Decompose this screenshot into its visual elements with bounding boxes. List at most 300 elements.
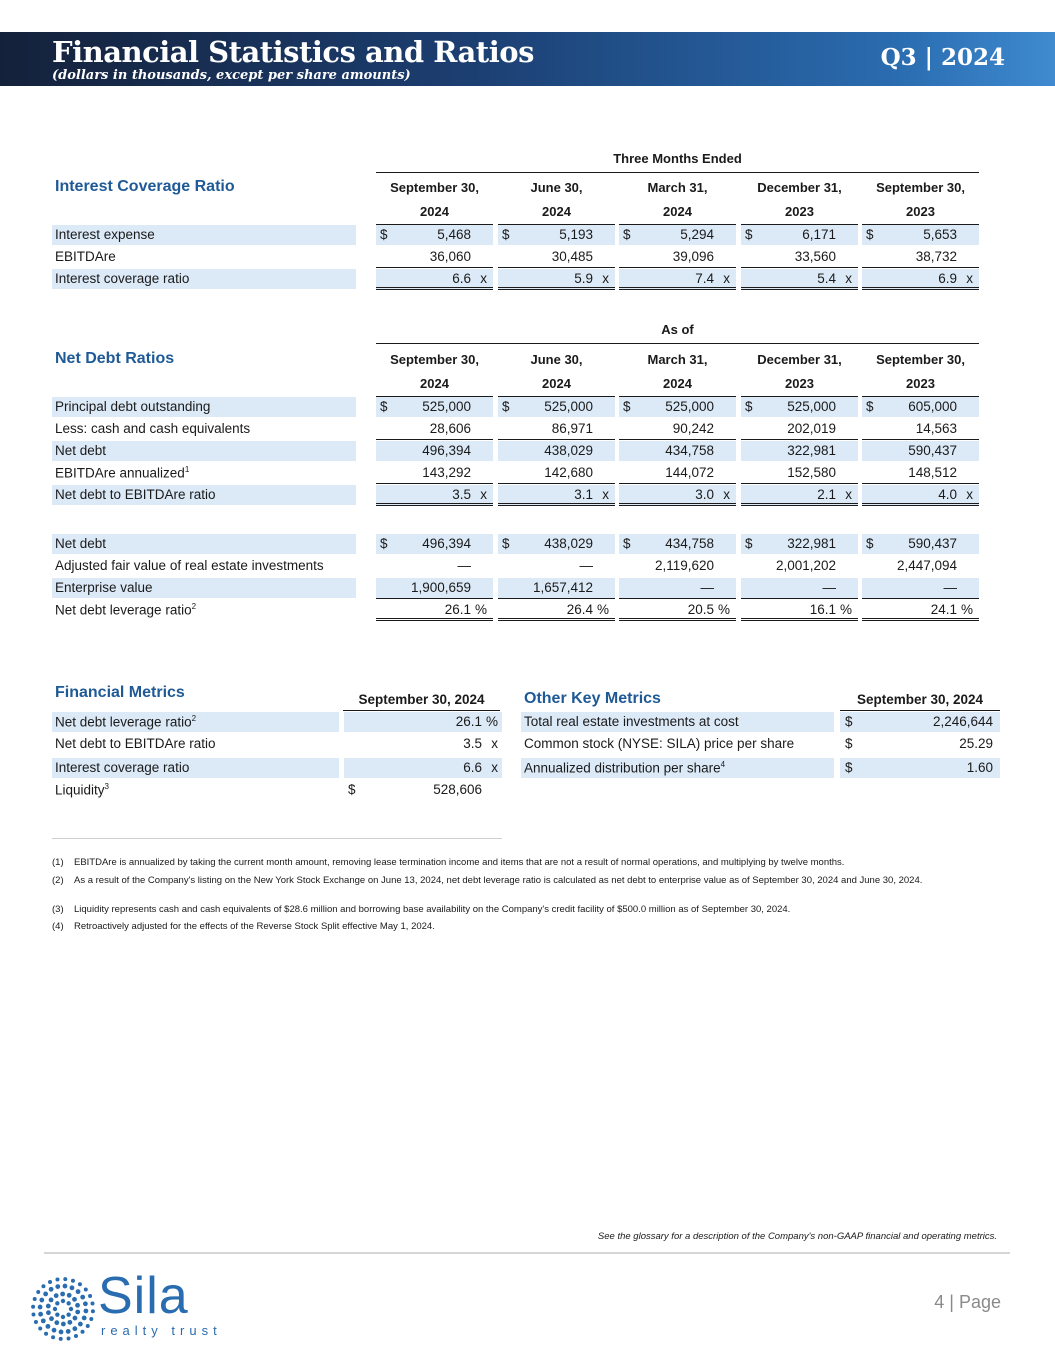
logo-dot (75, 1310, 80, 1315)
cell-value: 438,029 (544, 536, 593, 551)
logo-dot (71, 1279, 75, 1283)
metric-row (52, 711, 502, 733)
column-header (619, 348, 736, 397)
dollar-sign: $ (623, 227, 631, 242)
footnote-text: As a result of the Company's listing on the New York Stock Exchange on June 13, 2024, net debt leverage ratio is calculated as net debt to enterprise value as of September 30, 2024 and June 30, 2024. (74, 875, 923, 886)
dollar-sign: $ (348, 782, 356, 797)
logo-dot (41, 1284, 45, 1288)
dollar-sign: $ (502, 536, 510, 551)
logo-dot (61, 1299, 65, 1303)
logo-dot (55, 1284, 60, 1289)
cell-value: 434,758 (665, 536, 714, 551)
logo-dot (55, 1301, 59, 1305)
cell-value: 5,653 (923, 227, 957, 242)
cell-value: 143,292 (422, 465, 471, 480)
row-label: Net debt to EBITDAre ratio (55, 736, 216, 751)
sila-logo-icon (30, 1276, 96, 1342)
logo-dot (61, 1322, 66, 1327)
row-label: Interest expense (55, 227, 155, 242)
table-cell (741, 533, 858, 555)
cell-value: 605,000 (908, 399, 957, 414)
logo-dot (54, 1293, 59, 1298)
cell-value: 525,000 (665, 399, 714, 414)
dollar-sign: $ (845, 714, 853, 729)
dollar-sign: $ (380, 399, 388, 414)
table-cell (619, 533, 736, 555)
logo-dot (61, 1315, 65, 1319)
logo-dot (83, 1301, 88, 1306)
table-row (52, 577, 979, 599)
cell-value: 142,680 (544, 465, 593, 480)
row-label: Net debt leverage ratio$^2$ (55, 714, 197, 730)
metric-row (521, 757, 1000, 779)
page-number: 4 | Page (934, 1292, 1001, 1312)
table-cell (498, 268, 615, 290)
metric-value: 3.5 (463, 736, 482, 751)
table-row (52, 396, 979, 418)
unit-suffix: % (474, 602, 487, 617)
logo-wordmark: Sila (98, 1267, 189, 1325)
logo-dot (46, 1310, 51, 1315)
row-label: Liquidity$^3$ (55, 782, 109, 798)
table-cell (498, 440, 615, 462)
logo-dot (46, 1324, 51, 1329)
logo-dot (53, 1307, 57, 1311)
metric-row (52, 733, 502, 755)
cell-value: 1,657,412 (532, 580, 593, 595)
table-cell (376, 484, 493, 506)
logo-dot (41, 1318, 46, 1323)
logo-dot (49, 1298, 54, 1303)
logo-dot (55, 1312, 59, 1316)
cell-value: 152,580 (787, 465, 836, 480)
column-header (376, 348, 493, 397)
cell-value: — (457, 558, 471, 573)
metric-row (52, 757, 502, 779)
dollar-sign: $ (502, 227, 510, 242)
dollar-sign: $ (866, 399, 874, 414)
unit-suffix: x (480, 487, 487, 502)
table-cell (619, 268, 736, 290)
table-row (52, 246, 979, 268)
metric-row (521, 733, 1000, 755)
dollar-sign: $ (866, 536, 874, 551)
unit-suffix: x (602, 487, 609, 502)
row-label: Net debt (55, 443, 107, 458)
column-header (619, 176, 736, 225)
cell-value: 496,394 (422, 536, 471, 551)
cell-value: 590,437 (908, 443, 957, 458)
column-header-line1: December 31, (757, 352, 842, 367)
logo-dot (55, 1278, 59, 1282)
table-cell (741, 224, 858, 246)
cell-value: 5,294 (680, 227, 714, 242)
table-cell (498, 462, 615, 484)
logo-dot (60, 1292, 65, 1297)
column-header-line2: 2023 (785, 204, 814, 219)
unit-suffix: x (491, 760, 498, 775)
page-title: Financial Statistics and Ratios (52, 35, 534, 69)
table-row (52, 555, 979, 577)
cell-value: 90,242 (672, 421, 714, 436)
cell-value: — (579, 558, 593, 573)
row-label: EBITDAre (55, 249, 116, 264)
column-header (741, 348, 858, 397)
cell-value: 14,563 (915, 421, 957, 436)
unit-suffix: x (845, 487, 852, 502)
logo-dot (39, 1298, 44, 1303)
logo-dot (44, 1332, 48, 1336)
table-cell (498, 533, 615, 555)
table-cell (619, 462, 736, 484)
footnote-text: Liquidity represents cash and cash equivalents of $28.6 million and borrowing base availability on the Company's credit facility of $500.0 million as of September 30, 2024. (74, 904, 791, 915)
column-header-line1: March 31, (647, 180, 708, 195)
footnote-ref: 2 (191, 602, 197, 611)
cell-value: — (822, 580, 836, 595)
logo-dot (78, 1322, 83, 1327)
cell-value: 202,019 (787, 421, 836, 436)
table-cell (862, 599, 979, 621)
row-label: EBITDAre annualized$^1$ (55, 465, 190, 481)
table-cell (498, 577, 615, 599)
other-metrics-title: Other Key Metrics (524, 690, 661, 707)
financial-metrics-column-header: September 30, 2024 (343, 692, 500, 711)
table-cell (619, 246, 736, 268)
other-metrics-column-header: September 30, 2024 (840, 692, 1000, 711)
row-label: Net debt leverage ratio$^2$ (55, 602, 197, 618)
column-header-line2: 2024 (420, 376, 449, 391)
table-row (52, 484, 979, 506)
table-cell (741, 396, 858, 418)
column-header-line1: June 30, (530, 352, 583, 367)
coverage-section-title: Interest Coverage Ratio (55, 178, 235, 195)
table-cell (619, 599, 736, 621)
logo-dot (49, 1316, 54, 1321)
row-label: Total real estate investments at cost (524, 714, 739, 729)
row-label: Less: cash and cash equivalents (55, 421, 251, 436)
unit-suffix: x (723, 271, 730, 286)
metric-row (521, 711, 1000, 733)
table-cell (741, 268, 858, 290)
cell-value: 525,000 (422, 399, 471, 414)
logo-dot (48, 1280, 52, 1284)
metric-value: 25.29 (959, 736, 993, 751)
table-cell (619, 555, 736, 577)
footnote-ref: 4 (720, 760, 726, 769)
logo-dot (70, 1285, 75, 1290)
logo-dot (49, 1287, 54, 1292)
table-cell (862, 224, 979, 246)
footnote-divider (52, 838, 502, 839)
logo-dot (75, 1303, 80, 1308)
table-cell (498, 396, 615, 418)
logo-tagline: realty trust (101, 1323, 222, 1338)
table-cell (862, 555, 979, 577)
logo-dot (66, 1312, 70, 1316)
cell-value: 5,468 (437, 227, 471, 242)
cell-value: 28,606 (429, 421, 471, 436)
unit-suffix: x (966, 271, 973, 286)
table-cell (498, 246, 615, 268)
cell-value: 6,171 (802, 227, 836, 242)
table-cell (376, 577, 493, 599)
table-cell (376, 268, 493, 290)
footnote-number: (1) (52, 857, 64, 868)
table-cell (862, 484, 979, 506)
metric-value: 528,606 (433, 782, 482, 797)
logo-dot (38, 1312, 43, 1317)
table-row (52, 533, 979, 555)
column-header-line1: September 30, (876, 180, 965, 195)
column-header-line2: 2023 (906, 376, 935, 391)
table-cell (741, 440, 858, 462)
table-cell (376, 418, 493, 440)
table-row (52, 268, 979, 290)
table-cell (376, 224, 493, 246)
dollar-sign: $ (866, 227, 874, 242)
metric-value: 2,246,644 (932, 714, 993, 729)
cell-value: 4.0 (938, 487, 957, 502)
cell-value: — (943, 580, 957, 595)
glossary-note: See the glossary for a description of the Company's non-GAAP financial and operating metrics. (597, 1231, 997, 1242)
cell-value: — (700, 580, 714, 595)
page-subtitle: (dollars in thousands, except per share amounts) (52, 68, 411, 83)
table-cell (741, 418, 858, 440)
logo-dot (72, 1297, 77, 1302)
cell-value: 30,485 (551, 249, 593, 264)
column-header-line2: 2023 (785, 376, 814, 391)
table-cell (619, 396, 736, 418)
row-label: Principal debt outstanding (55, 399, 211, 414)
row-label: Annualized distribution per share$^4$ (524, 760, 726, 776)
financial-metrics-title: Financial Metrics (55, 684, 185, 701)
logo-dot (63, 1277, 67, 1281)
footnote-number: (2) (52, 875, 64, 886)
table-cell (619, 577, 736, 599)
table-cell (376, 246, 493, 268)
unit-suffix: % (596, 602, 609, 617)
logo-dot (67, 1320, 72, 1325)
footnote-ref: 1 (184, 465, 190, 474)
table-cell (619, 224, 736, 246)
column-header-line1: March 31, (647, 352, 708, 367)
unit-suffix: x (966, 487, 973, 502)
dollar-sign: $ (845, 736, 853, 751)
table-row (52, 418, 979, 440)
table-cell (862, 533, 979, 555)
cell-value: 496,394 (422, 443, 471, 458)
cell-value: 3.5 (452, 487, 471, 502)
cell-value: 3.1 (574, 487, 593, 502)
logo-dot (34, 1320, 38, 1324)
logo-dot (91, 1309, 95, 1313)
logo-dot (84, 1287, 88, 1291)
column-header (862, 348, 979, 397)
unit-suffix: % (485, 714, 498, 729)
header-banner (0, 32, 1055, 86)
footnote-ref: 2 (191, 714, 197, 723)
logo-dot (51, 1335, 55, 1339)
table-cell (862, 440, 979, 462)
dollar-sign: $ (745, 536, 753, 551)
cell-value: 2,001,202 (775, 558, 836, 573)
table-cell (498, 484, 615, 506)
unit-suffix: % (839, 602, 852, 617)
logo-dot (63, 1284, 68, 1289)
logo-dot (86, 1324, 90, 1328)
dollar-sign: $ (745, 227, 753, 242)
table-cell (862, 396, 979, 418)
cell-value: 20.5 (687, 602, 714, 617)
table-cell (619, 484, 736, 506)
cell-value: 86,971 (551, 421, 593, 436)
cell-value: 322,981 (787, 443, 836, 458)
footer-divider (44, 1252, 1010, 1254)
row-label: Adjusted fair value of real estate investments (55, 558, 324, 573)
unit-suffix: x (480, 271, 487, 286)
logo-dot (54, 1320, 59, 1325)
column-header (498, 176, 615, 225)
cell-value: 36,060 (429, 249, 471, 264)
table-cell (376, 396, 493, 418)
logo-dot (31, 1305, 35, 1309)
logo-dot (66, 1329, 71, 1334)
unit-suffix: % (960, 602, 973, 617)
logo-dot (89, 1317, 93, 1321)
period-label: Q3 | 2024 (880, 44, 1005, 71)
column-header-line2: 2024 (663, 204, 692, 219)
column-header-line1: September 30, (876, 352, 965, 367)
table-cell (741, 555, 858, 577)
unit-suffix: x (845, 271, 852, 286)
column-header (741, 176, 858, 225)
cell-value: 3.0 (695, 487, 714, 502)
footnote-text: EBITDAre is annualized by taking the current month amount, removing lease termination income and items that are not a result of normal operations, and multiplying by twelve months. (74, 857, 845, 868)
dollar-sign: $ (745, 399, 753, 414)
column-header-line2: 2024 (420, 204, 449, 219)
dollar-sign: $ (502, 399, 510, 414)
column-header (862, 176, 979, 225)
logo-dot (78, 1282, 82, 1286)
table-cell (619, 440, 736, 462)
cell-value: 525,000 (787, 399, 836, 414)
footnote-ref: 3 (104, 782, 109, 791)
table-cell (498, 224, 615, 246)
cell-value: 5,193 (559, 227, 593, 242)
row-label: Interest coverage ratio (55, 760, 190, 775)
cell-value: 438,029 (544, 443, 593, 458)
table-row (52, 440, 979, 462)
column-header-line1: September 30, (390, 352, 479, 367)
logo-dot (36, 1290, 40, 1294)
table-cell (862, 577, 979, 599)
cell-value: 26.1 (444, 602, 471, 617)
dollar-sign: $ (623, 399, 631, 414)
table-cell (376, 440, 493, 462)
table-cell (741, 462, 858, 484)
logo-dot (43, 1292, 48, 1297)
row-label: Enterprise value (55, 580, 153, 595)
logo-dot (80, 1295, 85, 1300)
cell-value: 6.6 (452, 271, 471, 286)
cell-value: 5.4 (817, 271, 836, 286)
table-cell (376, 462, 493, 484)
logo-dot (74, 1334, 78, 1338)
cell-value: 322,981 (787, 536, 836, 551)
dollar-sign: $ (845, 760, 853, 775)
footnote-number: (4) (52, 921, 64, 932)
logo-dot (59, 1330, 64, 1335)
table-cell (862, 462, 979, 484)
dollar-sign: $ (380, 536, 388, 551)
logo-dot (33, 1297, 37, 1301)
row-label: Net debt (55, 536, 107, 551)
unit-suffix: x (491, 736, 498, 751)
table-cell (498, 418, 615, 440)
cell-value: 39,096 (672, 249, 714, 264)
logo-dot (72, 1326, 77, 1331)
table-cell (376, 599, 493, 621)
logo-dot (38, 1327, 42, 1331)
table-cell (498, 599, 615, 621)
cell-value: 144,072 (665, 465, 714, 480)
logo-dot (90, 1301, 94, 1305)
table-cell (741, 484, 858, 506)
footnote-number: (3) (52, 904, 64, 915)
column-header-line2: 2023 (906, 204, 935, 219)
logo-dot (88, 1294, 92, 1298)
cell-value: 7.4 (695, 271, 714, 286)
column-header-line1: December 31, (757, 180, 842, 195)
table-cell (862, 246, 979, 268)
metric-value: 6.6 (463, 760, 482, 775)
column-header (376, 176, 493, 225)
column-header-line2: 2024 (542, 204, 571, 219)
cell-value: 24.1 (930, 602, 957, 617)
table-cell (498, 555, 615, 577)
cell-value: 2,447,094 (896, 558, 957, 573)
logo-dot (46, 1304, 51, 1309)
logo-dot (67, 1293, 72, 1298)
cell-value: 5.9 (574, 271, 593, 286)
table-cell (862, 268, 979, 290)
column-header-line2: 2024 (663, 376, 692, 391)
table-cell (862, 418, 979, 440)
cell-value: 16.1 (809, 602, 836, 617)
net-debt-section-title: Net Debt Ratios (55, 350, 175, 367)
logo-dot (84, 1309, 89, 1314)
column-header-line2: 2024 (542, 376, 571, 391)
table-row (52, 224, 979, 246)
cell-value: 38,732 (915, 249, 957, 264)
unit-suffix: x (723, 487, 730, 502)
cell-value: 33,560 (794, 249, 836, 264)
unit-suffix: x (602, 271, 609, 286)
row-label: Interest coverage ratio (55, 271, 190, 286)
cell-value: 525,000 (544, 399, 593, 414)
logo-dot (66, 1301, 70, 1305)
metric-value: 1.60 (966, 760, 993, 775)
table-row (52, 462, 979, 484)
coverage-group-header: Three Months Ended (376, 151, 979, 173)
logo-dot (67, 1336, 71, 1340)
cell-value: 2,119,620 (654, 558, 714, 573)
column-header-line1: June 30, (530, 180, 583, 195)
cell-value: 2.1 (817, 487, 836, 502)
logo-dot (69, 1307, 73, 1311)
table-row (52, 599, 979, 621)
column-header (498, 348, 615, 397)
